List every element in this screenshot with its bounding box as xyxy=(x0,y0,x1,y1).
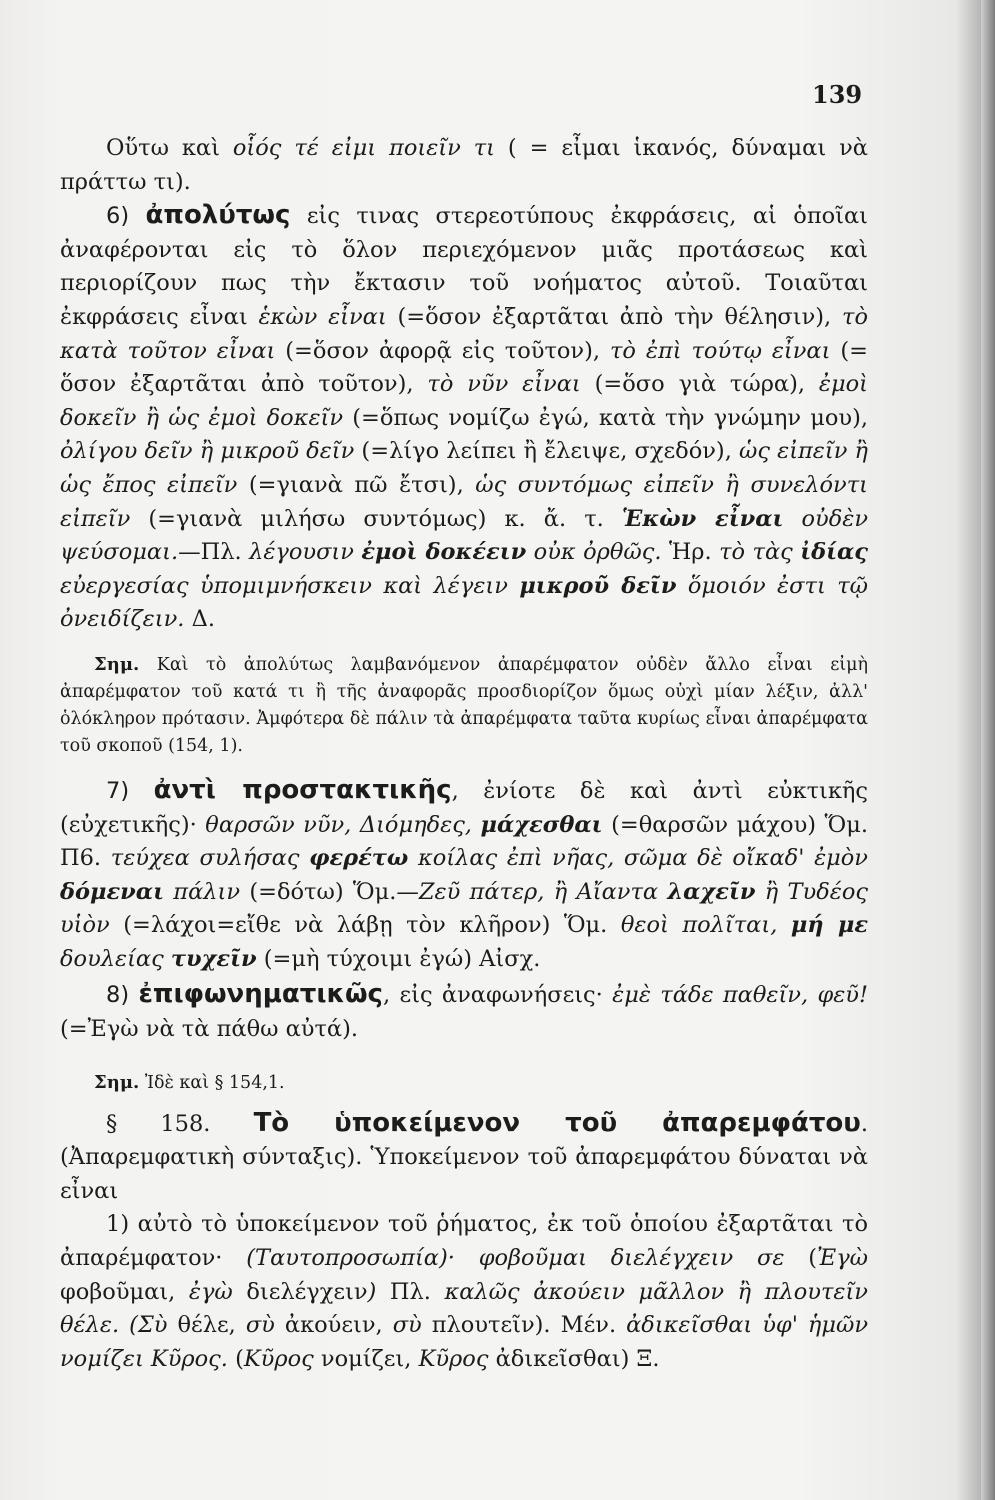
greek-example: ἀδικεῖσθαι ὑφ' ἡμῶν νομίζει Κῦρος. xyxy=(60,1312,869,1372)
text-span: (= ὅσον ἐξαρτᾶται ἀπὸ τοῦτον), xyxy=(60,337,868,398)
text-span: (=δότω) Ὅμ.— xyxy=(240,878,419,905)
text-span: , εἰς ἀναφωνήσεις· xyxy=(382,982,613,1009)
text-span: φοβοῦμαι, xyxy=(60,1278,189,1305)
greek-emphasis: ἰδίας xyxy=(800,539,868,566)
item-number: 1) xyxy=(106,1211,138,1238)
text-span: αὐτὸ τὸ ὑποκείμενον τοῦ ῥήματος, ἐκ τοῦ ὁποίου ἐξαρτᾶται τὸ ἀπαρέμφατον· xyxy=(60,1211,868,1272)
greek-example: Κῦρος xyxy=(418,1345,489,1372)
greek-emphasis: τυχεῖν xyxy=(170,945,257,972)
greek-emphasis: ἐμοὶ δοκέειν xyxy=(361,539,527,566)
text-span: (=ὅσο γιὰ τώρα), xyxy=(580,371,819,398)
greek-example: δουλείας xyxy=(60,945,171,972)
text-span: (=θαρσῶν μάχου) Ὅμ. Π6. xyxy=(60,811,869,872)
greek-example: οὐκ ὀρθῶς. xyxy=(526,539,662,566)
text-span: (=γιανὰ μιλήσω συντόμως) κ. ἄ. τ. xyxy=(130,505,622,532)
greek-example: ) xyxy=(367,1278,377,1305)
item-number: 7) xyxy=(106,777,154,804)
section-heading: ἐπιφωνηματικῶς xyxy=(138,979,383,1010)
note-text: Καὶ τὸ ἀπολύτως λαμβανόμενον ἀπαρέμφατον οὐδὲν ἄλλο εἶναι εἰμὴ ἀπαρέμφατον τοῦ κατά τι ἢ τῆς ἀναφορᾶς προσδιορίζον ὅμως οὐχὶ μίαν λέξιν, ἀλλ' ὁλόκληρον πρότασιν. Ἀμφότερα δὲ πάλιν τὰ ἀπαρέμφατα ταῦτα κυρίως εἶναι ἀπαρέμφατα τοῦ σκοποῦ (154, 1). xyxy=(60,654,868,756)
greek-emphasis: Ἑκὼν εἶναι xyxy=(621,505,784,532)
greek-example: Ζεῦ πάτερ, ἢ Αἴαντα xyxy=(418,878,668,905)
greek-emphasis: μικροῦ δεῖν xyxy=(519,572,677,599)
note-text: Ἰδὲ καὶ § 154,1. xyxy=(139,1072,285,1093)
item-number: 8) xyxy=(106,982,139,1009)
text-span: (=γιανὰ πῶ ἔτσι), xyxy=(237,471,476,498)
text-span: Πλ. xyxy=(376,1278,445,1305)
section-158 xyxy=(60,1107,868,1209)
greek-example: ἐγὼ xyxy=(188,1278,233,1305)
greek-example: τὸ νῦν εἶναι xyxy=(427,371,581,398)
note-label: Σημ. xyxy=(94,653,140,675)
greek-emphasis: φερέτω xyxy=(309,845,409,872)
text-span: . (Ἀπαρεμφατικὴ σύνταξις). Ὑποκείμενον τοῦ ἀπαρεμφάτου δύναται νὰ εἶναι xyxy=(60,1110,869,1204)
text-span: ( xyxy=(227,1345,244,1372)
greek-example: ὡς εἰπεῖν ἢ ὡς ἔπος εἰπεῖν xyxy=(60,438,869,498)
greek-example: τεύχεα συλήσας xyxy=(110,845,310,872)
greek-example: κοίλας ἐπὶ νῆας, σῶμα δὲ οἴκαδ' ἐμὸν xyxy=(408,845,868,872)
item-number: 6) xyxy=(106,203,146,230)
text-span: (=μὴ τύχοιμι ἐγώ) Αἰσχ. xyxy=(256,945,541,972)
greek-example: πάλιν xyxy=(163,878,241,905)
text-span: ἀκούειν, xyxy=(274,1312,393,1339)
greek-example: θεοὶ πολῖται, xyxy=(620,912,791,939)
section-heading: ἀντὶ προστακτικῆς xyxy=(153,774,452,805)
section-number: § 158. xyxy=(106,1110,254,1137)
text-span: (=λίγο λείπει ἢ ἔλειψε, σχεδόν), xyxy=(354,438,740,465)
paragraph-6-apolytos xyxy=(60,199,868,637)
text-span: (=ὅσον ἀφορᾷ εἰς τοῦτον), xyxy=(275,337,610,364)
greek-example: τὸ κατὰ τοῦτον εἶναι xyxy=(60,303,868,364)
text-span: ( xyxy=(784,1245,817,1272)
text-span: , ἐνίοτε δὲ καὶ ἀντὶ εὐκτικῆς (εὐχετικῆς)· xyxy=(60,777,868,838)
greek-emphasis: λαχεῖν xyxy=(667,878,756,905)
text-span: (=ὅπως νομίζω ἐγώ, κατὰ τὴν γνώμην μου), xyxy=(343,404,868,431)
note-2 xyxy=(60,1069,868,1097)
text-span: Δ. xyxy=(184,606,215,633)
greek-example: ἑκὼν εἶναι xyxy=(258,303,387,330)
greek-emphasis: δόμεναι xyxy=(60,878,164,905)
greek-example: εὐεργεσίας ὑπομιμνήσκειν καὶ λέγειν xyxy=(60,572,520,599)
note-1 xyxy=(60,651,868,760)
book-spine-edge xyxy=(981,0,995,1500)
greek-example: καλῶς ἀκούειν μᾶλλον ἢ πλουτεῖν θέλε. (Σὺ xyxy=(60,1278,868,1339)
greek-example: σὺ xyxy=(392,1312,422,1339)
section-heading: ἀπολύτως xyxy=(145,200,291,231)
greek-example: θαρσῶν νῦν, Διόμηδες, xyxy=(205,811,481,838)
greek-example: ὅμοιόν ἐστι τῷ ὀνειδίζειν. xyxy=(60,572,868,633)
paragraph-7-prostaktikis xyxy=(60,774,868,977)
page-body xyxy=(60,132,868,1376)
text-span: Ἡρ. xyxy=(661,539,720,566)
greek-example: ὡς συντόμως εἰπεῖν ἢ συνελόντι εἰπεῖν xyxy=(60,471,868,532)
greek-example: ἐμοὶ δοκεῖν ἢ ὡς ἐμοὶ δοκεῖν xyxy=(60,371,868,431)
text-span: διελέγχειν xyxy=(232,1278,368,1305)
greek-example: τὸ ἐπὶ τούτῳ εἶναι xyxy=(609,337,831,364)
note-label: Σημ. xyxy=(94,1071,140,1093)
greek-example: οἷός τέ εἰμι ποιεῖν τι xyxy=(232,135,495,161)
text-span: ( = εἶμαι ἱκανός, δύναμαι νὰ πράττω τι). xyxy=(60,135,868,195)
greek-example: οὐδὲν ψεύσομαι. xyxy=(60,505,868,566)
text-span: θέλε, xyxy=(167,1312,246,1339)
text-span: (=Ἐγὼ νὰ τὰ πάθω αὐτά). xyxy=(60,1016,359,1043)
greek-example: λέγουσιν xyxy=(249,539,362,566)
text-span: —Πλ. xyxy=(178,539,250,566)
text-span: εἰς τινας στερεοτύπους ἐκφράσεις, αἱ ὁποῖαι ἀναφέρονται εἰς τὸ ὅλον περιεχόμενον μιᾶς προτάσεως καὶ περιορίζουν πως τὴν ἔκτασιν τοῦ νοήματος αὐτοῦ. Τοιαῦται ἐκφράσεις εἶναι xyxy=(60,203,868,330)
page-number: 139 xyxy=(812,80,863,109)
greek-example: ὀλίγου δεῖν ἢ μικροῦ δεῖν xyxy=(60,438,355,465)
greek-example: (Ταυτοπροσωπία)· φοβοῦμαι διελέγχειν σε xyxy=(246,1245,785,1272)
greek-example: τὸ τὰς xyxy=(719,539,801,566)
paragraph-intro xyxy=(60,132,868,199)
greek-example: Ἐγὼ xyxy=(817,1245,868,1272)
greek-example: ἢ Τυδέος υἱὸν xyxy=(60,878,868,939)
paragraph-8-epifonimatikos xyxy=(60,978,868,1046)
section-heading: Τὸ ὑποκείμενον τοῦ ἀπαρεμφάτου xyxy=(253,1107,861,1138)
text-span: νομίζει, xyxy=(313,1345,419,1372)
greek-emphasis: μάχεσθαι xyxy=(480,811,603,838)
text-span: (=ὅσον ἐξαρτᾶται ἀπὸ τὴν θέλησιν), xyxy=(386,303,842,330)
text-span: (=λάχοι=εἴθε νὰ λάβῃ τὸν κλῆρον) Ὅμ. xyxy=(109,912,621,939)
greek-example: σὺ xyxy=(245,1312,275,1339)
text-span: Οὕτω καὶ xyxy=(106,135,233,161)
paragraph-158-1 xyxy=(60,1208,868,1376)
text-span: ἀδικεῖσθαι) Ξ. xyxy=(488,1345,660,1372)
greek-example: ἐμὲ τάδε παθεῖν, φεῦ! xyxy=(612,982,868,1009)
greek-emphasis: μή με xyxy=(790,912,868,939)
greek-example: Κῦρος xyxy=(243,1345,314,1372)
text-span: πλουτεῖν). Μέν. xyxy=(421,1312,627,1339)
